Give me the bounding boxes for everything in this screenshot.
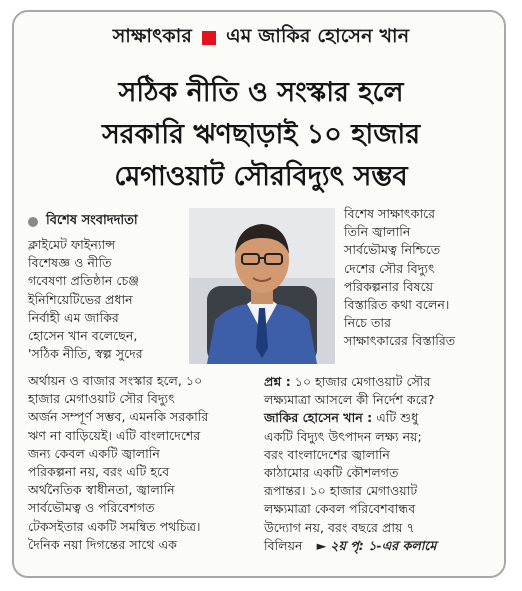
continued-note[interactable]: ২য় পৃ: ১-এর কলামে bbox=[330, 537, 437, 553]
text-segment: বিলিয়ন bbox=[264, 537, 303, 553]
text-line: তিনি জ্বালানি bbox=[344, 224, 411, 240]
answer-speaker: জাকির হোসেন খান : bbox=[264, 410, 373, 426]
headline bbox=[28, 72, 494, 198]
text-line: ক্লাইমেট ফাইন্যান্স bbox=[28, 237, 116, 252]
text-line: সাক্ষাৎকারের বিস্তারিত bbox=[344, 333, 456, 349]
text-line: অর্জন সম্পূর্ণ সম্ভব, এমনকি সরকারি bbox=[28, 409, 209, 425]
left-body-column bbox=[28, 372, 246, 554]
question-label: প্রশ্ন : bbox=[264, 374, 291, 389]
text-line: বিস্তারিত কথা বলেন। bbox=[344, 297, 450, 313]
text-line: কাঠামোর একটি কৌশলগত bbox=[264, 465, 399, 481]
answer-text: এটি শুধু bbox=[376, 410, 419, 426]
byline-text: বিশেষ সংবাদদাতা bbox=[46, 213, 138, 228]
text-line: দেশের সৌর বিদ্যুৎ bbox=[344, 260, 435, 276]
text-line: বরং বাংলাদেশের জ্বালানি bbox=[264, 446, 390, 462]
text-line: অর্থনৈতিক স্বাধীনতা, জ্বালানি bbox=[28, 482, 175, 498]
headline-line: সঠিক নীতি ও সংস্কার হলে bbox=[118, 77, 404, 108]
portrait-photo bbox=[189, 208, 335, 364]
kicker-person: এম জাকির হোসেন খান bbox=[226, 25, 410, 47]
text-line: টেকসইতার একটি সমন্বিত পথচিত্র। bbox=[28, 518, 201, 534]
answer-last-line bbox=[264, 537, 484, 555]
text-line: একটি বিদ্যুৎ উৎপাদন লক্ষ্য নয়; bbox=[264, 428, 422, 444]
byline bbox=[28, 211, 138, 232]
question-text: ১০ হাজার মেগাওয়াট সৌর bbox=[294, 374, 431, 389]
arrow-icon: ► bbox=[316, 537, 327, 553]
text-line: বিশেষ সাক্ষাৎকারে bbox=[344, 206, 436, 221]
intro-column bbox=[28, 236, 184, 363]
answer-line bbox=[264, 409, 484, 427]
headline-line: মেগাওয়াট সৌরবিদ্যুৎ সম্ভব bbox=[114, 161, 408, 192]
text-line: নির্বাহী এম জাকির bbox=[28, 309, 119, 325]
text-line: ইনিশিয়েটিভের প্রধান bbox=[28, 291, 133, 307]
text-line: লক্ষ্যমাত্রা কেবল পরিবেশবান্ধব bbox=[264, 501, 416, 517]
headline-line: সরকারি ঋণছাড়াই ১০ হাজার bbox=[101, 119, 421, 150]
text-line: পরিকল্পনা নয়, বরং এটি হবে bbox=[28, 464, 170, 480]
qa-column bbox=[264, 373, 484, 555]
text-line: রূপান্তর। ১০ হাজার মেগাওয়াট bbox=[264, 483, 418, 499]
text-line: অর্থায়ন ও বাজার সংস্কার হলে, ১০ bbox=[28, 373, 203, 388]
text-line: উদ্যোগ নয়, বরং বছরে প্রায় ৭ bbox=[264, 519, 415, 535]
text-line: জন্য কেবল একটি জ্বালানি bbox=[28, 445, 160, 461]
text-line: নিচে তার bbox=[344, 315, 392, 331]
text-line: 'সঠিক নীতি, স্বল্প সুদের bbox=[28, 346, 143, 362]
right-intro-column bbox=[344, 205, 480, 351]
text-line: হাজার মেগাওয়াট সৌর বিদ্যুৎ bbox=[28, 391, 175, 407]
text-line: হোসেন খান বলেছেন, bbox=[28, 328, 138, 344]
text-line: গবেষণা প্রতিষ্ঠান চেঞ্জ bbox=[28, 273, 140, 289]
question-line bbox=[264, 373, 484, 391]
kicker-section: সাক্ষাৎকার bbox=[112, 25, 193, 47]
text-line: বিশেষজ্ঞ ও নীতি bbox=[28, 255, 112, 271]
question-line: লক্ষ্যমাত্রা আসলে কী নির্দেশ করে? bbox=[264, 392, 435, 408]
text-line: ঋণ না বাড়িয়েই। এটি বাংলাদেশের bbox=[28, 427, 201, 443]
portrait-illustration bbox=[189, 208, 335, 364]
text-line: সার্বভৌমত্ব ও পরিবেশগত bbox=[28, 500, 155, 516]
bullet-icon bbox=[28, 217, 38, 227]
text-line: দৈনিক নয়া দিগন্তের সাথে এক bbox=[28, 536, 177, 552]
kicker-line bbox=[0, 22, 522, 54]
text-line: পরিকল্পনার বিষয়ে bbox=[344, 278, 434, 294]
red-square-icon bbox=[202, 31, 216, 45]
text-line: সার্বভৌমত্ব নিশ্চিতে bbox=[344, 242, 441, 258]
